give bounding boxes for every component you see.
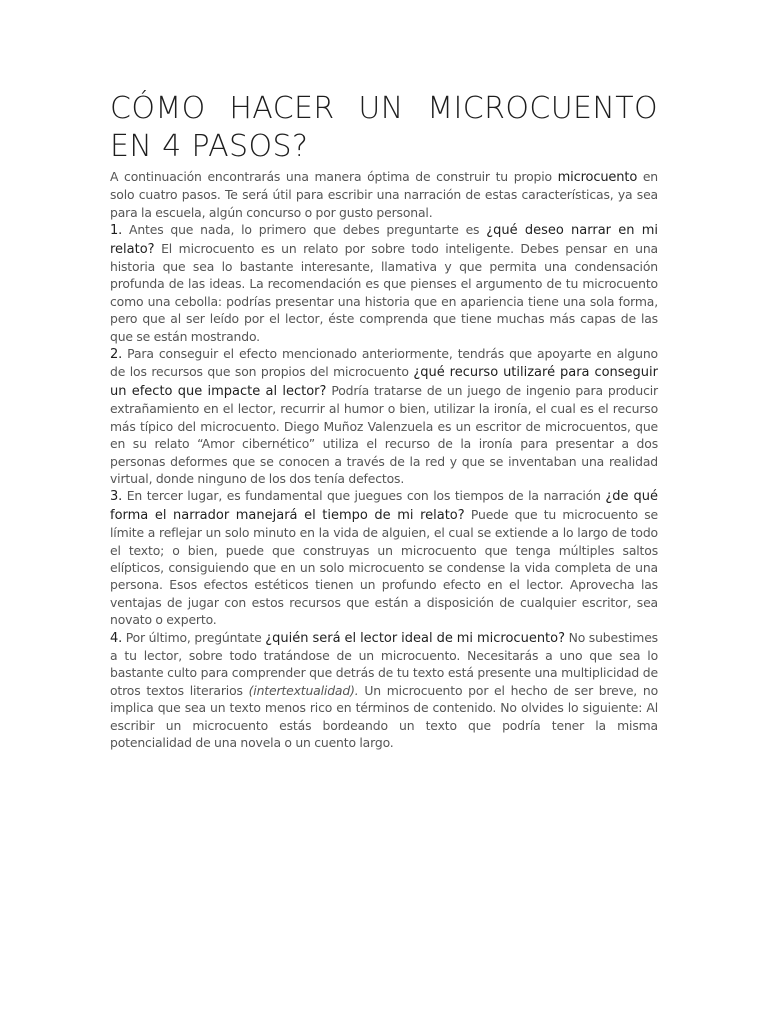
step-number: 3. — [110, 489, 123, 505]
step-question: ¿qué deseo narrar en mi relato? — [110, 223, 658, 257]
intro-text-after: en solo cuatro pasos. Te será útil para escribir una narración de estas características, ya sea para la escuela, algún concurso o por gusto personal. — [110, 169, 659, 220]
step-question: ¿de qué forma el narrador manejará el tiempo de mi relato? — [110, 489, 658, 523]
step-lead: En tercer lugar, es fundamental que juegues con los tiempos de la narración — [122, 488, 606, 504]
step-body: No subestimes a tu lector, sobre todo tratándose de un microcuento. Necesitarás a uno que sea lo bastante culto para comprender que detrás de tu texto está presente una multiplicidad de otros textos literarios — [110, 629, 658, 698]
step-paragraph-3 — [110, 487, 658, 628]
step-number: 2. — [110, 347, 123, 363]
step-number: 4. — [110, 630, 123, 646]
step-body: El microcuento es un relato por sobre todo inteligente. Debes pensar en una historia que sea lo bastante interesante, llamativa y que permita una condensación profunda de las ideas. La recomendación es que pienses el argumento de tu microcuento como una cebolla: podrías presentar una historia que en apariencia tiene una sola forma, pero que al ser leído por el lector, éste comprenda que tiene muchas más capas de las que se están mostrando. — [110, 240, 658, 344]
step-body: Puede que tu microcuento se límite a reflejar un solo minuto en la vida de alguien, el cual se extiende a lo largo de todo el texto; o bien, puede que construyas un microcuento que tenga múltiples saltos elípticos, consiguiendo que en un solo microcuento se condense la vida completa de una persona. Esos efectos estéticos tienen un profundo efecto en el lector. Aprovecha las ventajas de jugar con estos recursos que están a disposición de cualquier escritor, sea novato o experto. — [110, 506, 658, 628]
step-body: Podría tratarse de un juego de ingenio para producir extrañamiento en el lector, recurrir al humor o bien, utilizar la ironía, el cual es el recurso más típico del microcuento. Diego Muñoz Valenzuela es un escritor de microcuentos, que en su relato “Amor cibernético” utiliza el recurso de la ironía para presentar a dos personas deformes que se conocen a través de la red y que se inventaban una realidad virtual, donde ninguno de los dos tenía defectos. — [110, 382, 658, 486]
step-italic-term: (intertextualidad). — [248, 682, 359, 698]
intro-paragraph — [110, 168, 658, 221]
step-body-end: Un microcuento por el hecho de ser breve, no implica que sea un texto menos rico en términos de contenido. No olvides lo siguiente: Al escribir un microcuento estás bordeando un texto que podría tener la misma potencialidad de una novela o un cuento largo. — [110, 682, 658, 750]
step-question: ¿quién será el lector ideal de mi microcuento? — [265, 630, 566, 646]
step-paragraph-1 — [110, 221, 658, 345]
intro-keyword: microcuento — [557, 170, 638, 185]
document-page — [110, 90, 658, 751]
page-title: CÓMO HACER UN MICROCUENTO EN 4 PASOS? — [110, 91, 658, 164]
step-lead: Para conseguir el efecto mencionado anteriormente, tendrás que apoyarte en alguno de los recursos que son propios del microcuento — [110, 346, 658, 380]
step-lead: Por último, pregúntate — [122, 629, 266, 645]
step-number: 1. — [110, 223, 123, 239]
intro-text-before: A continuación encontrarás una manera óptima de construir tu propio — [110, 169, 558, 184]
step-paragraph-2 — [110, 345, 658, 487]
step-paragraph-4 — [110, 629, 658, 752]
step-lead: Antes que nada, lo primero que debes preguntarte es — [122, 222, 487, 238]
step-question: ¿qué recurso utilizaré para conseguir un efecto que impacte al lector? — [110, 365, 659, 399]
